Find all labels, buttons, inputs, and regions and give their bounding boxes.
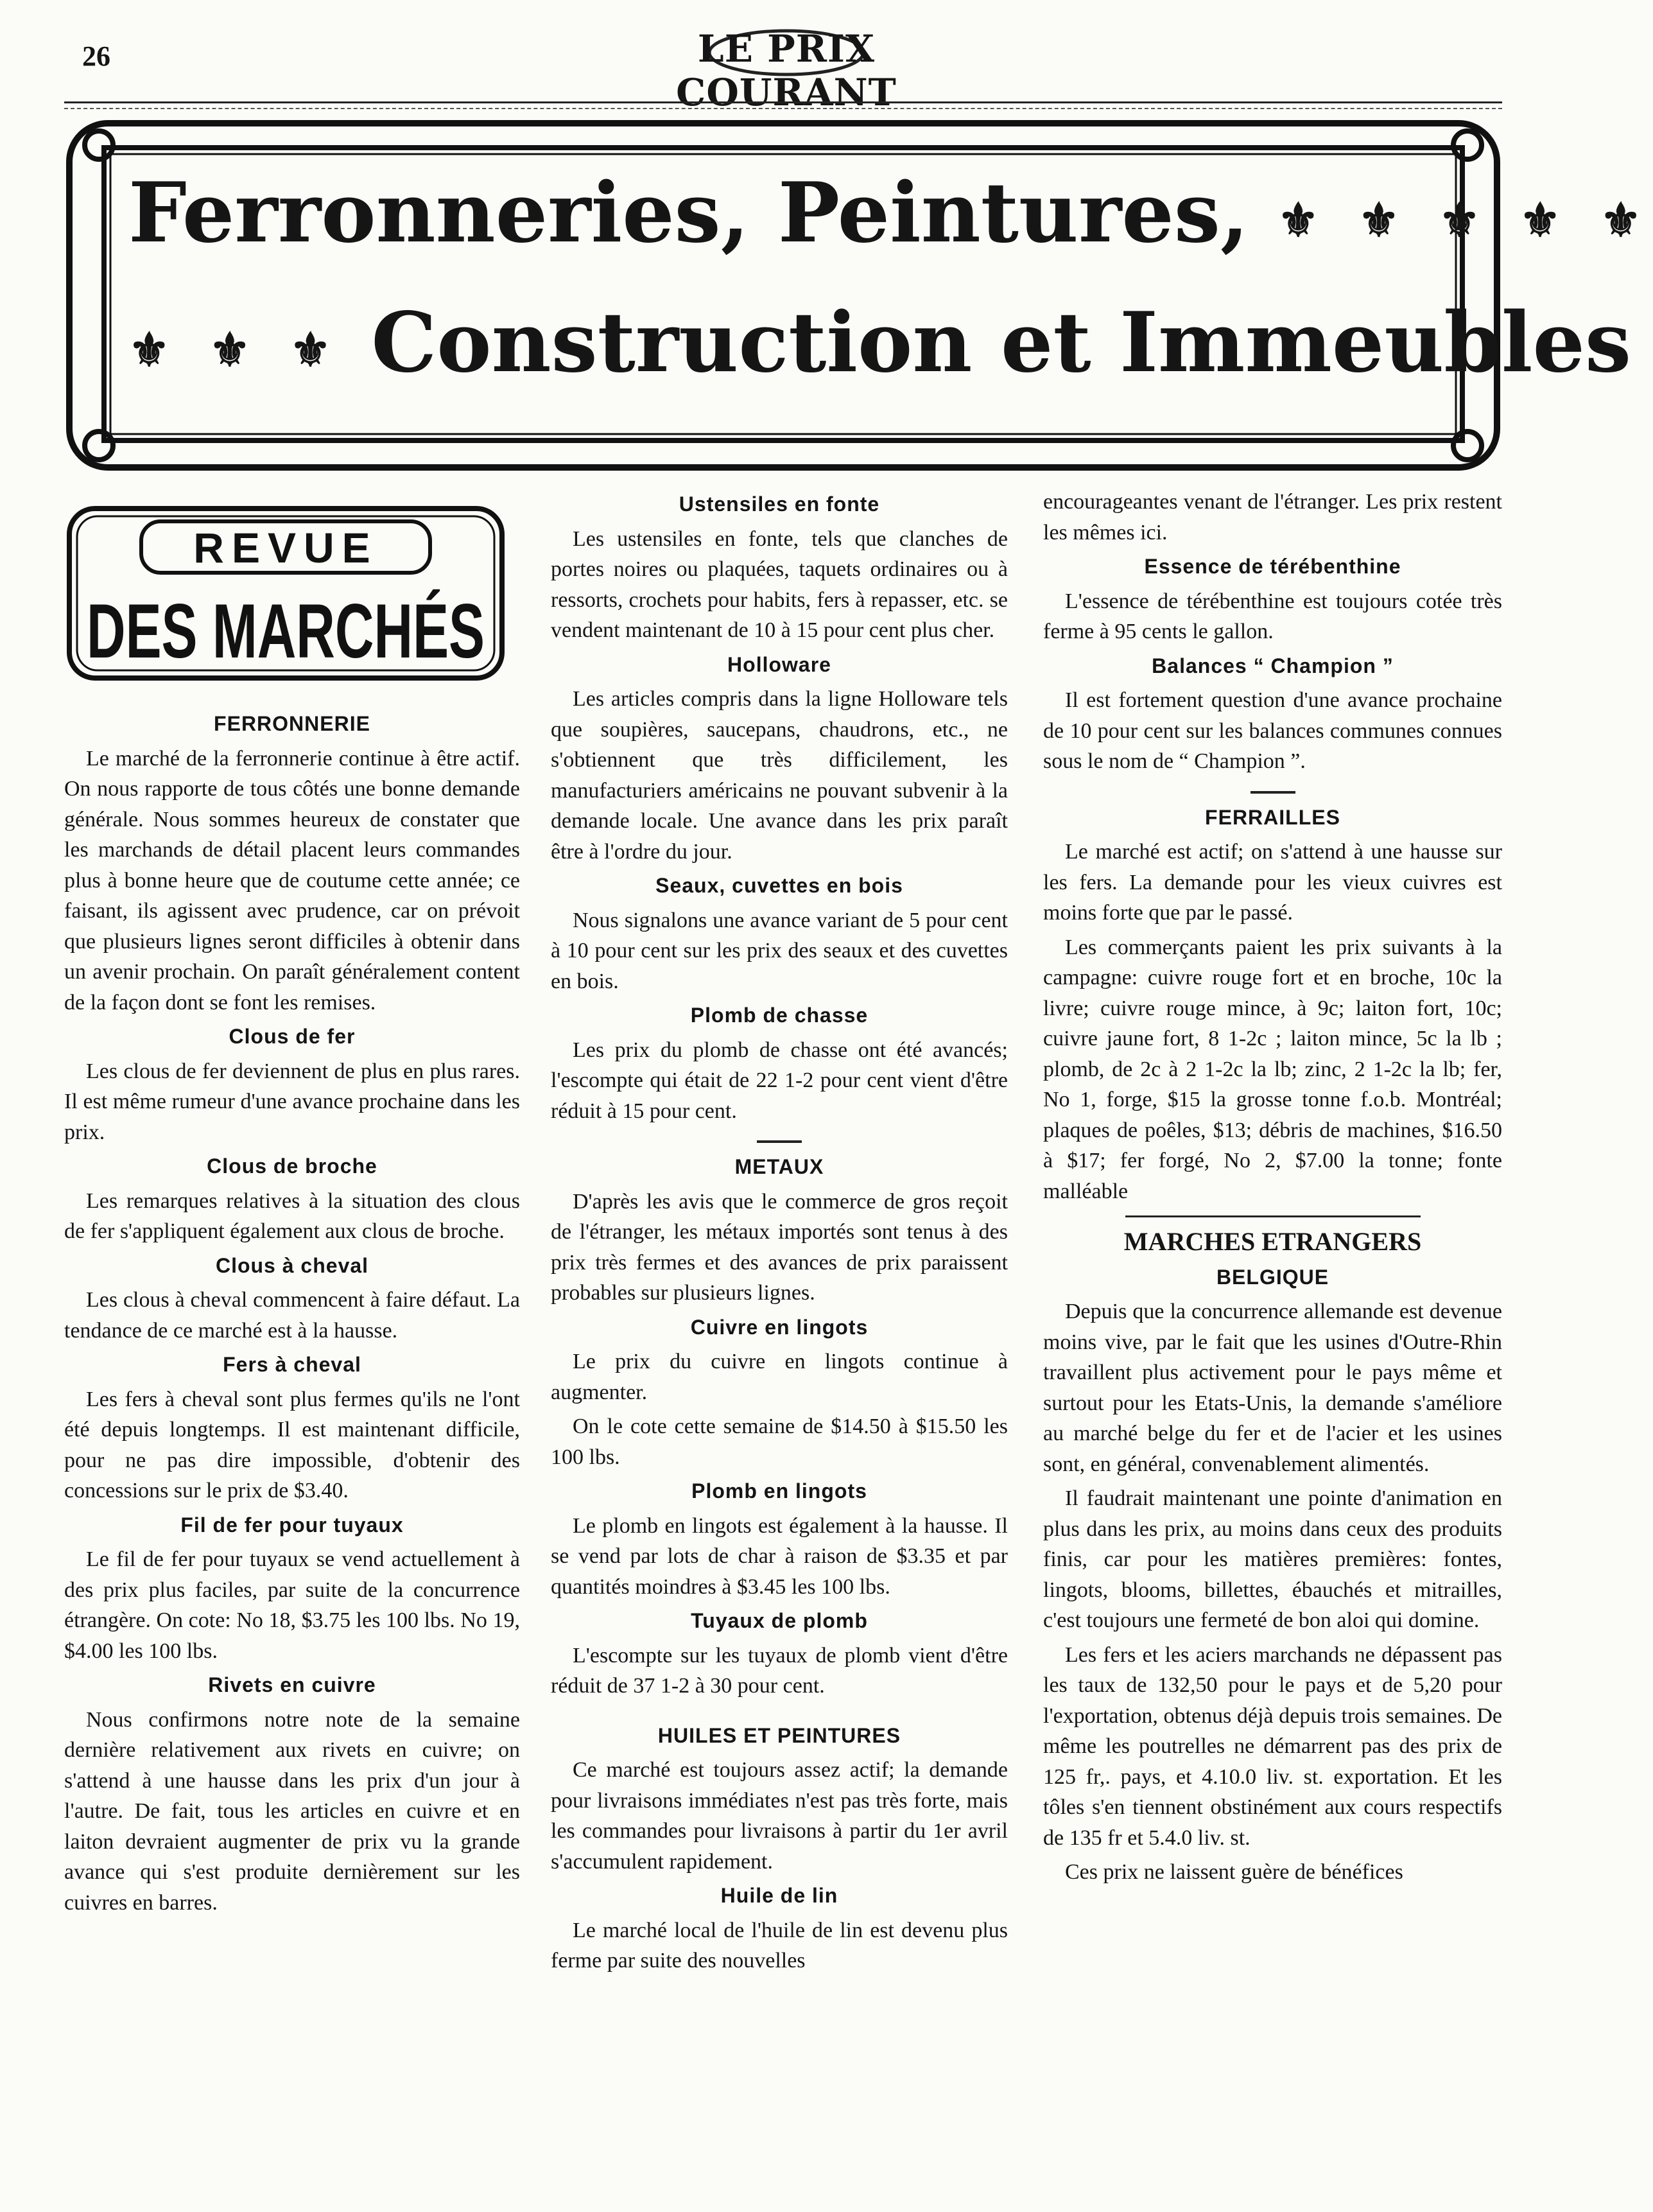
paragraph: Ces prix ne laissent guère de bénéfices <box>1065 1860 1403 1884</box>
section-divider <box>757 1140 802 1143</box>
paragraph: Les fers à cheval sont plus fermes qu'ils ne l'ont été depuis longtemps. Il est maintenant difficile, pour ne pas dire impossible, d'obtenir des concessions sur le prix de $3.40. <box>64 1387 520 1502</box>
section-title: Plomb en lingots <box>691 1479 867 1502</box>
section-divider <box>1125 1215 1421 1217</box>
section-title: Seaux, cuvettes en bois <box>655 874 903 897</box>
paragraph: Les fers et les aciers marchands ne dépassent pas les taux de 132,50 pour le pays et de 5,20 pour l'exportation, obtenus déjà depuis trois semaines. De même les poutrelles ne démarrent pas des prix de 125 fr,. pays, et 4.10.0 liv. st. exportation. Et les tôles s'en tiennent obstinément aux cours respectifs de 135 fr et 5.4.0 liv. st. <box>1043 1642 1502 1850</box>
paragraph: Ce marché est toujours assez actif; la demande pour livraisons immédiates n'est pas très forte, mais les commandes pour livraisons à partir du 1er avril s'accumulent rapidement. <box>551 1758 1008 1874</box>
section-title: HUILES ET PEINTURES <box>657 1723 901 1747</box>
section-title: Clous de fer <box>229 1025 356 1048</box>
banner-line2-text: Construction et Immeubles <box>371 295 1632 391</box>
page-number: 26 <box>82 40 110 72</box>
header-rule <box>64 101 1502 103</box>
section-title: Rivets en cuivre <box>208 1673 376 1696</box>
section-title: Fers à cheval <box>223 1353 361 1376</box>
paragraph: Les ustensiles en fonte, tels que clanches de portes noires ou plaquées, taquets ordinaires ou à ressorts, crochets pour habits, fers à repasser, etc. se vendent maintenant de 10 à 15 pour cent plus cher. <box>551 527 1008 642</box>
paragraph: Nous signalons une avance variant de 5 pour cent à 10 pour cent sur les prix des seaux et des cuvettes en bois. <box>551 908 1008 993</box>
banner-title-line-1 <box>128 165 1653 261</box>
banner-title-line-2 <box>128 295 1632 391</box>
fleur-de-lis-icon: ⚜ ⚜ ⚜ ⚜ ⚜ <box>1277 193 1653 247</box>
paragraph: On le cote cette semaine de $14.50 à $15.50 les 100 lbs. <box>551 1415 1008 1469</box>
section-title: METAUX <box>734 1155 824 1178</box>
paragraph: Les remarques relatives à la situation des clous de fer s'appliquent également aux clous de broche. <box>64 1189 520 1243</box>
paragraph: Les commerçants paient les prix suivants à la campagne: cuivre rouge fort et en broche, 10c la livre; cuivre rouge mince, à 9c; laiton fort, 10c; cuivre jaune fort, 8 1-2c ; laiton mince, 5c la lb ; plomb, de 2c à 2 1-2c la lb; zinc, 2 1-2c la lb; fer, No 1, forge, $15 la grosse tonne f.o.b. Montréal; plaques de poêles, $13; débris de machines, $16.50 à $17; fer forgé, No 2, $7.00 la tonne; fonte malléable <box>1043 935 1502 1203</box>
section-divider <box>1251 791 1295 794</box>
banner-line1-text: Ferronneries, Peintures, <box>128 165 1249 261</box>
revue-des-marches-logo <box>64 503 507 683</box>
paragraph: D'après les avis que le commerce de gros reçoit de l'étranger, les métaux importés sont tenus à des prix très fermes et des avances de prix paraissent probables sur plusieurs lignes. <box>551 1189 1008 1305</box>
paragraph: Le marché de la ferronnerie continue à être actif. On nous rapporte de tous côtés une bonne demande générale. Nous sommes heureux de constater que les marchands de détail placent leurs commandes plus à bonne heure que de coutume cette année; ce faisant, ils agissent avec prudence, car on prévoit que plusieurs lignes seront difficiles à obtenir dans un avenir prochain. On paraît généralement content de la façon dont se font les remises. <box>64 746 520 1015</box>
revue-logo-bottom: DES MARCHÉS <box>87 588 485 674</box>
section-title: Clous à cheval <box>215 1253 369 1277</box>
section-title: Essence de térébenthine <box>1144 555 1401 578</box>
section-title: Fil de fer pour tuyaux <box>180 1513 404 1537</box>
section-title: FERRONNERIE <box>214 712 370 735</box>
paragraph: Depuis que la concurrence allemande est devenue moins vive, par le fait que les usines d'Outre-Rhin travaillent plus activement pour le pays même et surtout pour les Etats-Unis, la demande s'améliore au marché belge du fer et de l'acier et les usines sont, en général, convenablement alimentés. <box>1043 1300 1502 1476</box>
paragraph: L'essence de térébenthine est toujours cotée très ferme à 95 cents le gallon. <box>1043 589 1502 643</box>
fleur-de-lis-icon: ⚜ ⚜ ⚜ <box>128 322 343 377</box>
section-title: Tuyaux de plomb <box>691 1609 868 1632</box>
column-2 <box>551 487 1008 1980</box>
paragraph: Il faudrait maintenant une pointe d'animation en plus dans les prix, au moins dans ceux des produits finis, car pour les matières premières: fontes, lingots, blooms, billettes, ébauchés et mitrailles, c'est toujours une fermeté de bon aloi qui domine. <box>1043 1486 1502 1632</box>
section-title: Clous de broche <box>207 1154 377 1178</box>
section-title: Ustensiles en fonte <box>679 492 880 516</box>
paragraph: Les prix du plomb de chasse ont été avancés; l'escompte qui était de 22 1-2 pour cent vient d'être réduit à 15 pour cent. <box>551 1038 1008 1123</box>
section-title: BELGIQUE <box>1216 1265 1329 1289</box>
masthead <box>626 27 947 114</box>
section-title: FERRAILLES <box>1205 805 1340 829</box>
revue-logo-top: REVUE <box>193 524 378 571</box>
column-3 <box>1043 487 1502 1892</box>
paragraph: Les articles compris dans la ligne Holloware tels que soupières, saucepans, chaudrons, etc., ne s'obtiennent que très difficilement, les manufacturiers américains ne pouvant subvenir à la demande locale. Une avance dans les prix paraît être à l'ordre du jour. <box>551 687 1008 864</box>
paragraph: encourageantes venant de l'étranger. Les prix restent les mêmes ici. <box>1043 490 1502 544</box>
section-title: MARCHES ETRANGERS <box>1123 1227 1422 1256</box>
section-title: Holloware <box>727 652 831 676</box>
section-title: Cuivre en lingots <box>690 1315 869 1339</box>
paragraph: L'escompte sur les tuyaux de plomb vient d'être réduit de 37 1-2 à 30 pour cent. <box>551 1643 1008 1698</box>
paragraph: Le marché est actif; on s'attend à une hausse sur les fers. La demande pour les vieux cuivres est moins forte que par le passé. <box>1043 840 1502 925</box>
paragraph: Les clous à cheval commencent à faire défaut. La tendance de ce marché est à la hausse. <box>64 1288 520 1343</box>
paragraph: Il est fortement question d'une avance prochaine de 10 pour cent sur les balances communes connues sous le nom de “ Champion ”. <box>1043 688 1502 773</box>
paragraph: Les clous de fer deviennent de plus en plus rares. Il est même rumeur d'une avance prochaine dans les prix. <box>64 1059 520 1144</box>
column-1 <box>64 706 520 1922</box>
paragraph: Le prix du cuivre en lingots continue à augmenter. <box>551 1350 1008 1404</box>
section-title: Huile de lin <box>720 1884 838 1907</box>
paragraph: Nous confirmons notre note de la semaine dernière relativement aux rivets en cuivre; on s'attend à une hausse dans les prix d'un jour à l'autre. De fait, tous les articles en cuivre et en laiton devraient augmenter de prix vu la grande avance qui s'est produite dernièrement sur les cuivres en barres. <box>64 1707 520 1915</box>
section-title: Plomb de chasse <box>690 1004 869 1027</box>
masthead-title: LE PRIX COURANT <box>676 27 897 114</box>
section-title: Balances “ Champion ” <box>1152 654 1394 677</box>
paragraph: Le marché local de l'huile de lin est devenu plus ferme par suite des nouvelles <box>551 1918 1008 1973</box>
paragraph: Le fil de fer pour tuyaux se vend actuellement à des prix plus faciles, par suite de la concurrence étrangère. On cote: No 18, $3.75 les 100 lbs. No 19, $4.00 les 100 lbs. <box>64 1547 520 1663</box>
header-rule-dashed <box>64 108 1502 109</box>
paragraph: Le plomb en lingots est également à la hausse. Il se vend par lots de char à raison de $3.35 et par quantités moindres à $3.45 les 100 lbs. <box>551 1513 1008 1599</box>
